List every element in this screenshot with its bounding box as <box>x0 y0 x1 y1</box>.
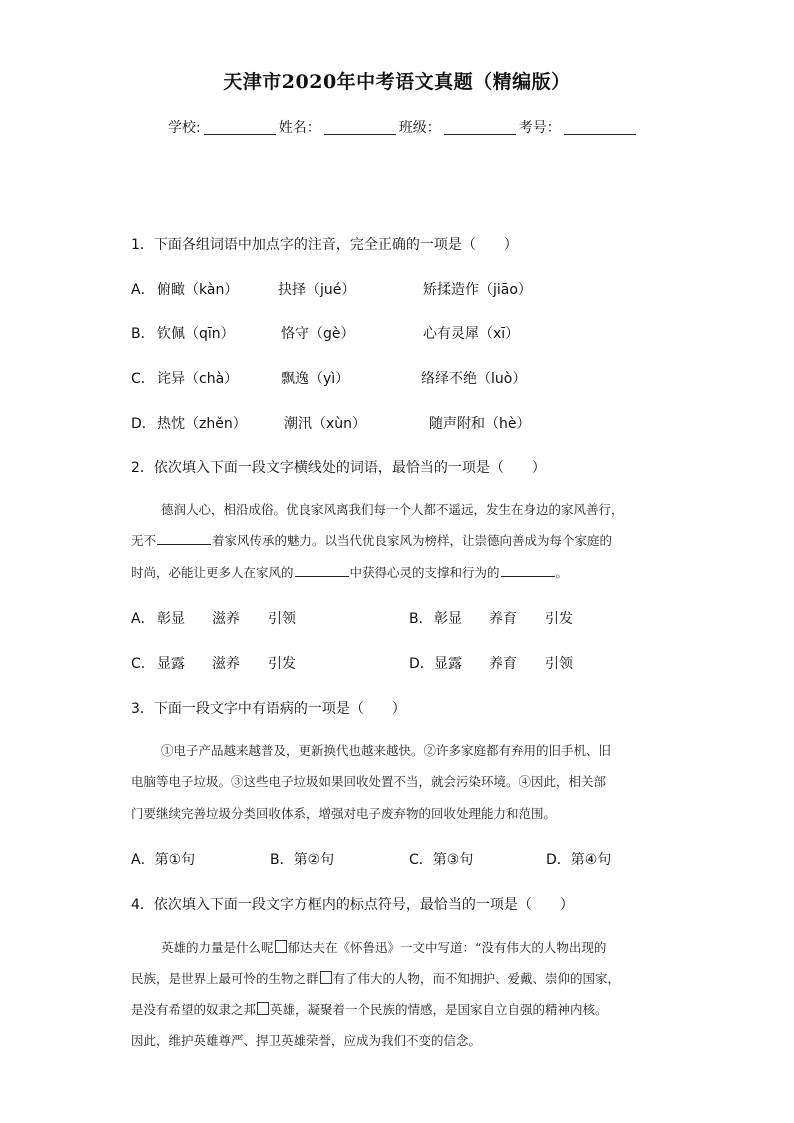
q3-passage-line-1: ①电子产品越来越普及，更新换代也越来越快。②许多家庭都有弃用的旧手机、旧 <box>161 743 612 758</box>
name-blank[interactable] <box>324 119 396 135</box>
q4-passage-line-4: 因此，维护英雄尊严、捍卫英雄荣誉，应成为我们不变的信念。 <box>131 1033 482 1048</box>
q1-option-b-word-1: 钦佩（qīn） <box>157 326 235 342</box>
question-4-stem: 4．依次填入下面一段文字方框内的标点符号，最恰当的一项是（ ） <box>131 897 574 913</box>
q2-option-a-word-3: 引领 <box>268 611 296 627</box>
punctuation-box-2[interactable] <box>320 971 332 984</box>
q1-option-b-letter[interactable]: B． <box>131 326 155 342</box>
class-label: 班级： <box>398 120 441 136</box>
q3-option-c[interactable]: C．第③句 <box>409 852 474 868</box>
q2-option-d-word-2: 养育 <box>489 656 517 672</box>
q2-option-b-word-3: 引发 <box>545 611 573 627</box>
q1-option-c-word-3: 络绎不绝（luò） <box>421 371 527 387</box>
fill-blank-1[interactable] <box>157 532 211 545</box>
q2-option-c-letter[interactable]: C． <box>131 656 155 672</box>
q2-passage-text: 着家风传承的魅力。以当代优良家风为榜样，让崇德向善成为每个家庭的 <box>212 533 613 548</box>
q2-passage-text: 无不 <box>131 533 157 548</box>
q4-passage-text: 英雄的力量是什么呢 <box>161 940 274 955</box>
name-label: 姓名： <box>278 120 321 136</box>
q2-passage-line-3 <box>131 563 568 581</box>
q3-passage-line-2: 电脑等电子垃圾。③这些电子垃圾如果回收处置不当，就会污染环境。④因此，相关部 <box>131 774 607 789</box>
school-blank[interactable] <box>204 119 276 135</box>
q1-option-a-word-1: 俯瞰（kàn） <box>157 282 239 298</box>
q1-option-c-word-1: 诧异（chà） <box>157 371 239 387</box>
q2-option-d-word-3: 引领 <box>545 656 573 672</box>
q1-option-a-word-2: 抉择（jué） <box>278 282 356 298</box>
q3-passage <box>131 741 665 831</box>
q2-passage-line-2 <box>131 531 612 549</box>
page-title: 天津市2020年中考语文真题（精编版） <box>223 71 571 93</box>
q2-option-a-word-2: 滋养 <box>212 611 240 627</box>
q2-option-b-letter[interactable]: B． <box>409 611 433 627</box>
q3-option-b[interactable]: B．第②句 <box>270 852 335 868</box>
q2-passage-text: 中获得心灵的支撑和行为的 <box>349 565 500 580</box>
q4-passage-line-1 <box>161 938 606 956</box>
q2-option-b-word-2: 养育 <box>489 611 517 627</box>
class-blank[interactable] <box>444 119 516 135</box>
q4-passage-text: 有了伟大的人物，而不知拥护、爱戴、崇仰的国家， <box>332 971 621 986</box>
student-info-fields <box>168 117 639 137</box>
question-2-stem: 2．依次填入下面一段文字横线处的词语，最恰当的一项是（ ） <box>131 460 546 476</box>
q4-passage-text: 民族，是世界上最可怜的生物之群 <box>131 971 319 986</box>
q3-option-a[interactable]: A．第①句 <box>131 852 196 868</box>
question-1-stem: 1．下面各组词语中加点字的注音，完全正确的一项是（ ） <box>131 237 518 253</box>
school-label: 学校: <box>168 120 201 136</box>
q2-option-d-letter[interactable]: D． <box>409 656 434 672</box>
q1-option-d-word-3: 随声附和（hè） <box>429 416 531 432</box>
q1-option-a-letter[interactable]: A． <box>131 282 155 298</box>
q1-option-d-word-1: 热忱（zhěn） <box>157 416 247 432</box>
q1-option-b-word-2: 恪守（gè） <box>281 326 355 342</box>
q2-option-d-word-1: 显露 <box>434 656 462 672</box>
q4-passage <box>131 938 665 1048</box>
q1-option-c-word-2: 飘逸（yì） <box>281 371 350 387</box>
fill-blank-3[interactable] <box>501 564 555 577</box>
punctuation-box-1[interactable] <box>275 940 287 953</box>
q3-option-d[interactable]: D．第④句 <box>546 852 612 868</box>
q1-option-d-word-2: 潮汛（xùn） <box>284 416 367 432</box>
q1-option-a-word-3: 矫揉造作（jiāo） <box>423 282 532 298</box>
q2-option-c-word-1: 显露 <box>157 656 185 672</box>
q4-passage-text: 英雄，凝聚着一个民族的情感，是国家自立自强的精神内核。 <box>270 1002 608 1017</box>
q2-passage-text: 时尚，必能让更多人在家风的 <box>131 565 294 580</box>
question-3-stem: 3．下面一段文字中有语病的一项是（ ） <box>131 701 406 717</box>
punctuation-box-3[interactable] <box>257 1002 269 1015</box>
q4-passage-line-2 <box>131 969 620 987</box>
q1-option-d-letter[interactable]: D． <box>131 416 156 432</box>
q3-passage-line-3: 门要继续完善垃圾分类回收体系，增强对电子废弃物的回收处理能力和范围。 <box>131 806 557 821</box>
exam-no-label: 考号： <box>518 120 561 136</box>
fill-blank-2[interactable] <box>295 564 349 577</box>
q2-option-b-word-1: 彰显 <box>434 611 462 627</box>
q4-passage-text: 是没有希望的奴隶之邦 <box>131 1002 257 1017</box>
q4-passage-text: 郁达夫在《怀鲁迅》一文中写道：“没有伟大的人物出现的 <box>287 940 607 955</box>
q2-passage <box>131 500 665 590</box>
q1-option-c-letter[interactable]: C． <box>131 371 155 387</box>
exam-no-blank[interactable] <box>564 119 636 135</box>
q2-option-a-letter[interactable]: A． <box>131 611 155 627</box>
q1-option-b-word-3: 心有灵犀（xī） <box>423 326 520 342</box>
q4-passage-line-3 <box>131 1000 608 1018</box>
q2-option-c-word-2: 滋养 <box>212 656 240 672</box>
q2-option-a-word-1: 彰显 <box>157 611 185 627</box>
q2-passage-line-1: 德润人心，相沿成俗。优良家风离我们每一个人都不遥远，发生在身边的家风善行， <box>161 502 624 517</box>
q2-passage-text: 。 <box>555 565 569 580</box>
q2-option-c-word-3: 引发 <box>268 656 296 672</box>
